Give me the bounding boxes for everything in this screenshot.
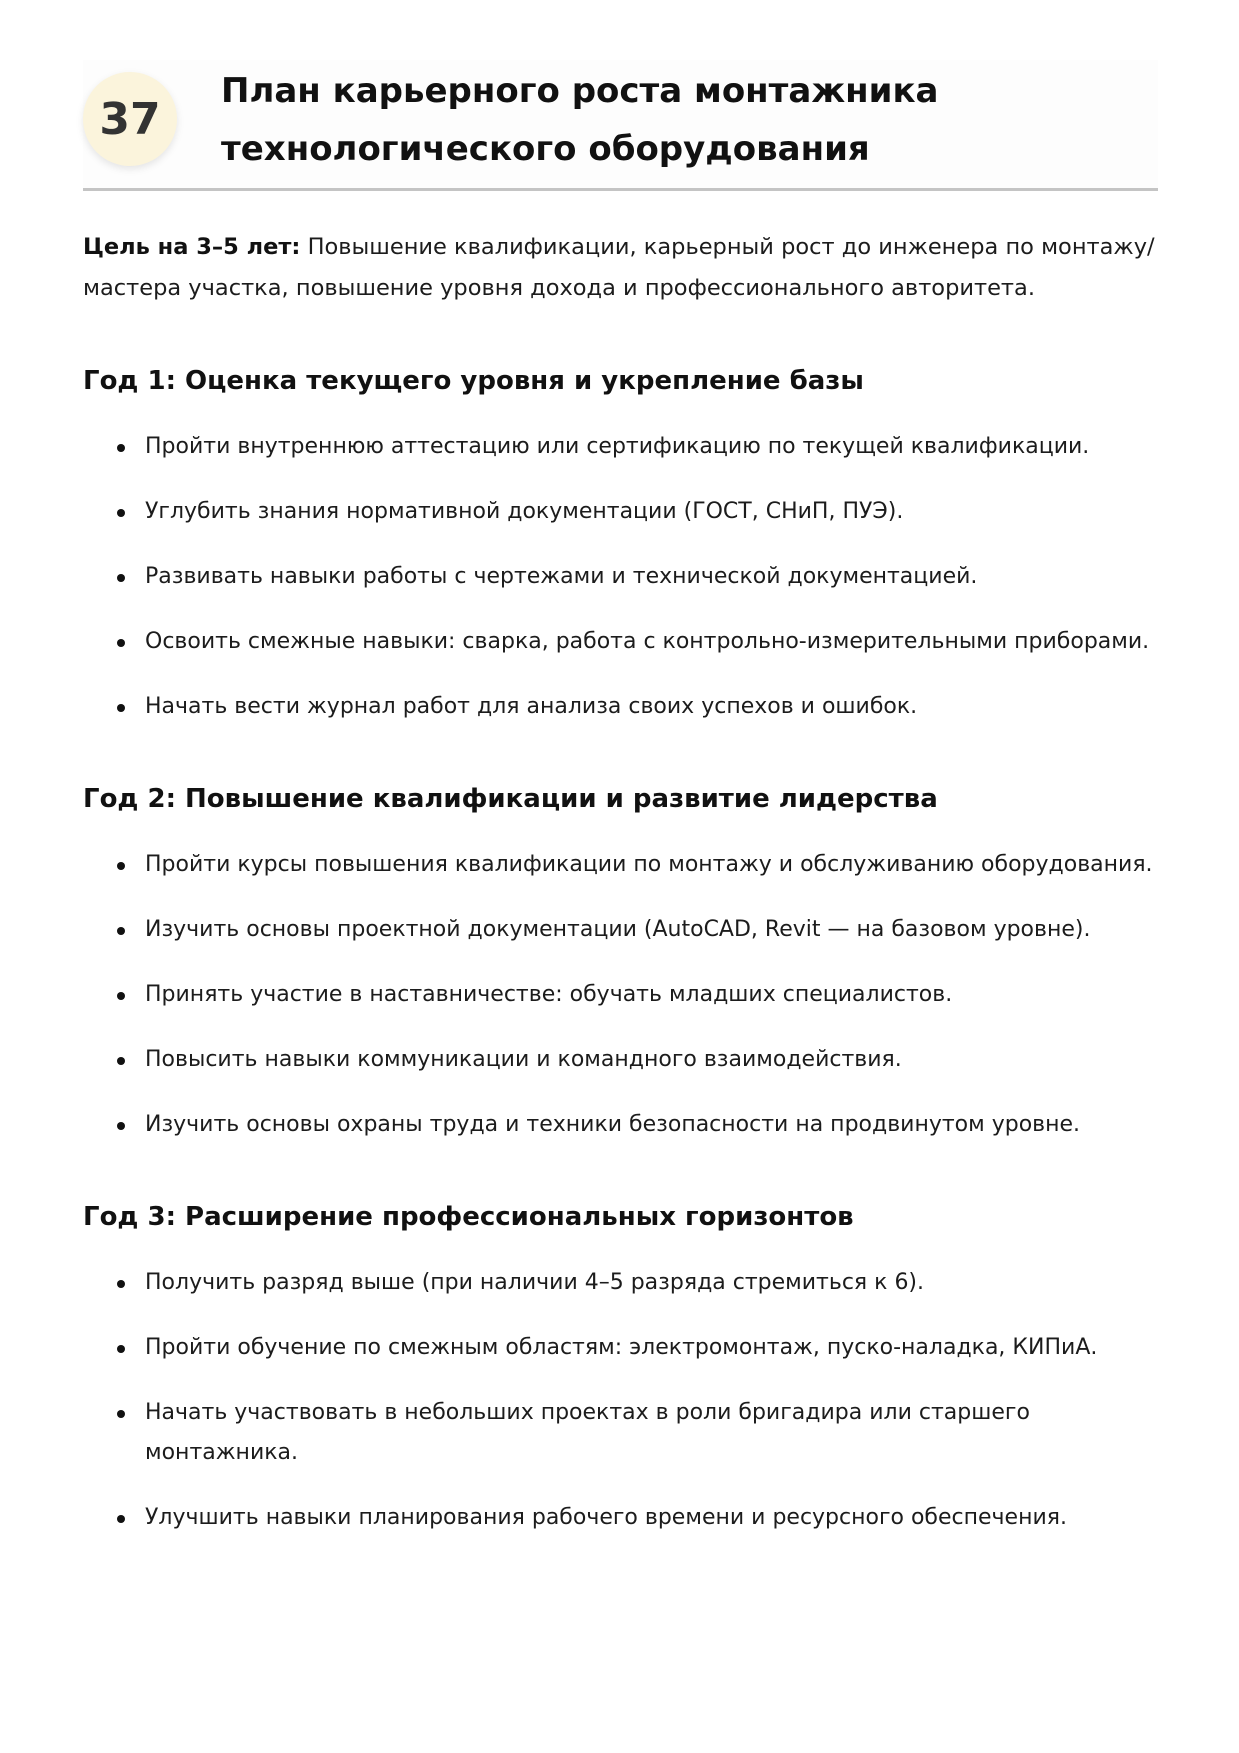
list-item: Улучшить навыки планирования рабочего времени и ресурсного обеспечения.: [145, 1498, 1158, 1538]
goal-paragraph: [83, 227, 1158, 309]
list-item: Развивать навыки работы с чертежами и технической документацией.: [145, 557, 1158, 597]
list-item: Углубить знания нормативной документации (ГОСТ, СНиП, ПУЭ).: [145, 492, 1158, 532]
list-item: Принять участие в наставничестве: обучать младших специалистов.: [145, 975, 1158, 1015]
list-item: Изучить основы проектной документации (AutoCAD, Revit — на базовом уровне).: [145, 910, 1158, 950]
document-page: [83, 60, 1158, 1538]
page-number-badge: 37: [83, 72, 177, 166]
year-3-list: [83, 1263, 1158, 1538]
list-item: Изучить основы охраны труда и техники безопасности на продвинутом уровне.: [145, 1105, 1158, 1145]
list-item: Пройти внутреннюю аттестацию или сертификацию по текущей квалификации.: [145, 427, 1158, 467]
page-title: План карьерного роста монтажника технологического оборудования: [221, 71, 939, 169]
section-title-year-1: Год 1: Оценка текущего уровня и укрепление базы: [83, 366, 864, 396]
page-header: [83, 60, 1158, 191]
section-title-year-2: Год 2: Повышение квалификации и развитие лидерства: [83, 784, 938, 814]
list-item: Начать вести журнал работ для анализа своих успехов и ошибок.: [145, 687, 1158, 727]
list-item: Пройти обучение по смежным областям: электромонтаж, пуско-наладка, КИПиА.: [145, 1328, 1158, 1368]
goal-text: Повышение квалификации, карьерный рост до инженера по монтажу/ мастера участка, повышение уровня дохода и профессионального авторитета.: [83, 234, 1155, 301]
list-item: Получить разряд выше (при наличии 4–5 разряда стремиться к 6).: [145, 1263, 1158, 1303]
list-item: Повысить навыки коммуникации и командного взаимодействия.: [145, 1040, 1158, 1080]
list-item: Пройти курсы повышения квалификации по монтажу и обслуживанию оборудования.: [145, 845, 1158, 885]
goal-label: Цель на 3–5 лет:: [83, 234, 301, 260]
year-2-list: [83, 845, 1158, 1145]
year-1-list: [83, 427, 1158, 727]
list-item: Освоить смежные навыки: сварка, работа с контрольно-измерительными приборами.: [145, 622, 1158, 662]
section-title-year-3: Год 3: Расширение профессиональных горизонтов: [83, 1202, 854, 1232]
list-item: Начать участвовать в небольших проектах в роли бригадира или старшего монтажника.: [145, 1393, 1158, 1473]
